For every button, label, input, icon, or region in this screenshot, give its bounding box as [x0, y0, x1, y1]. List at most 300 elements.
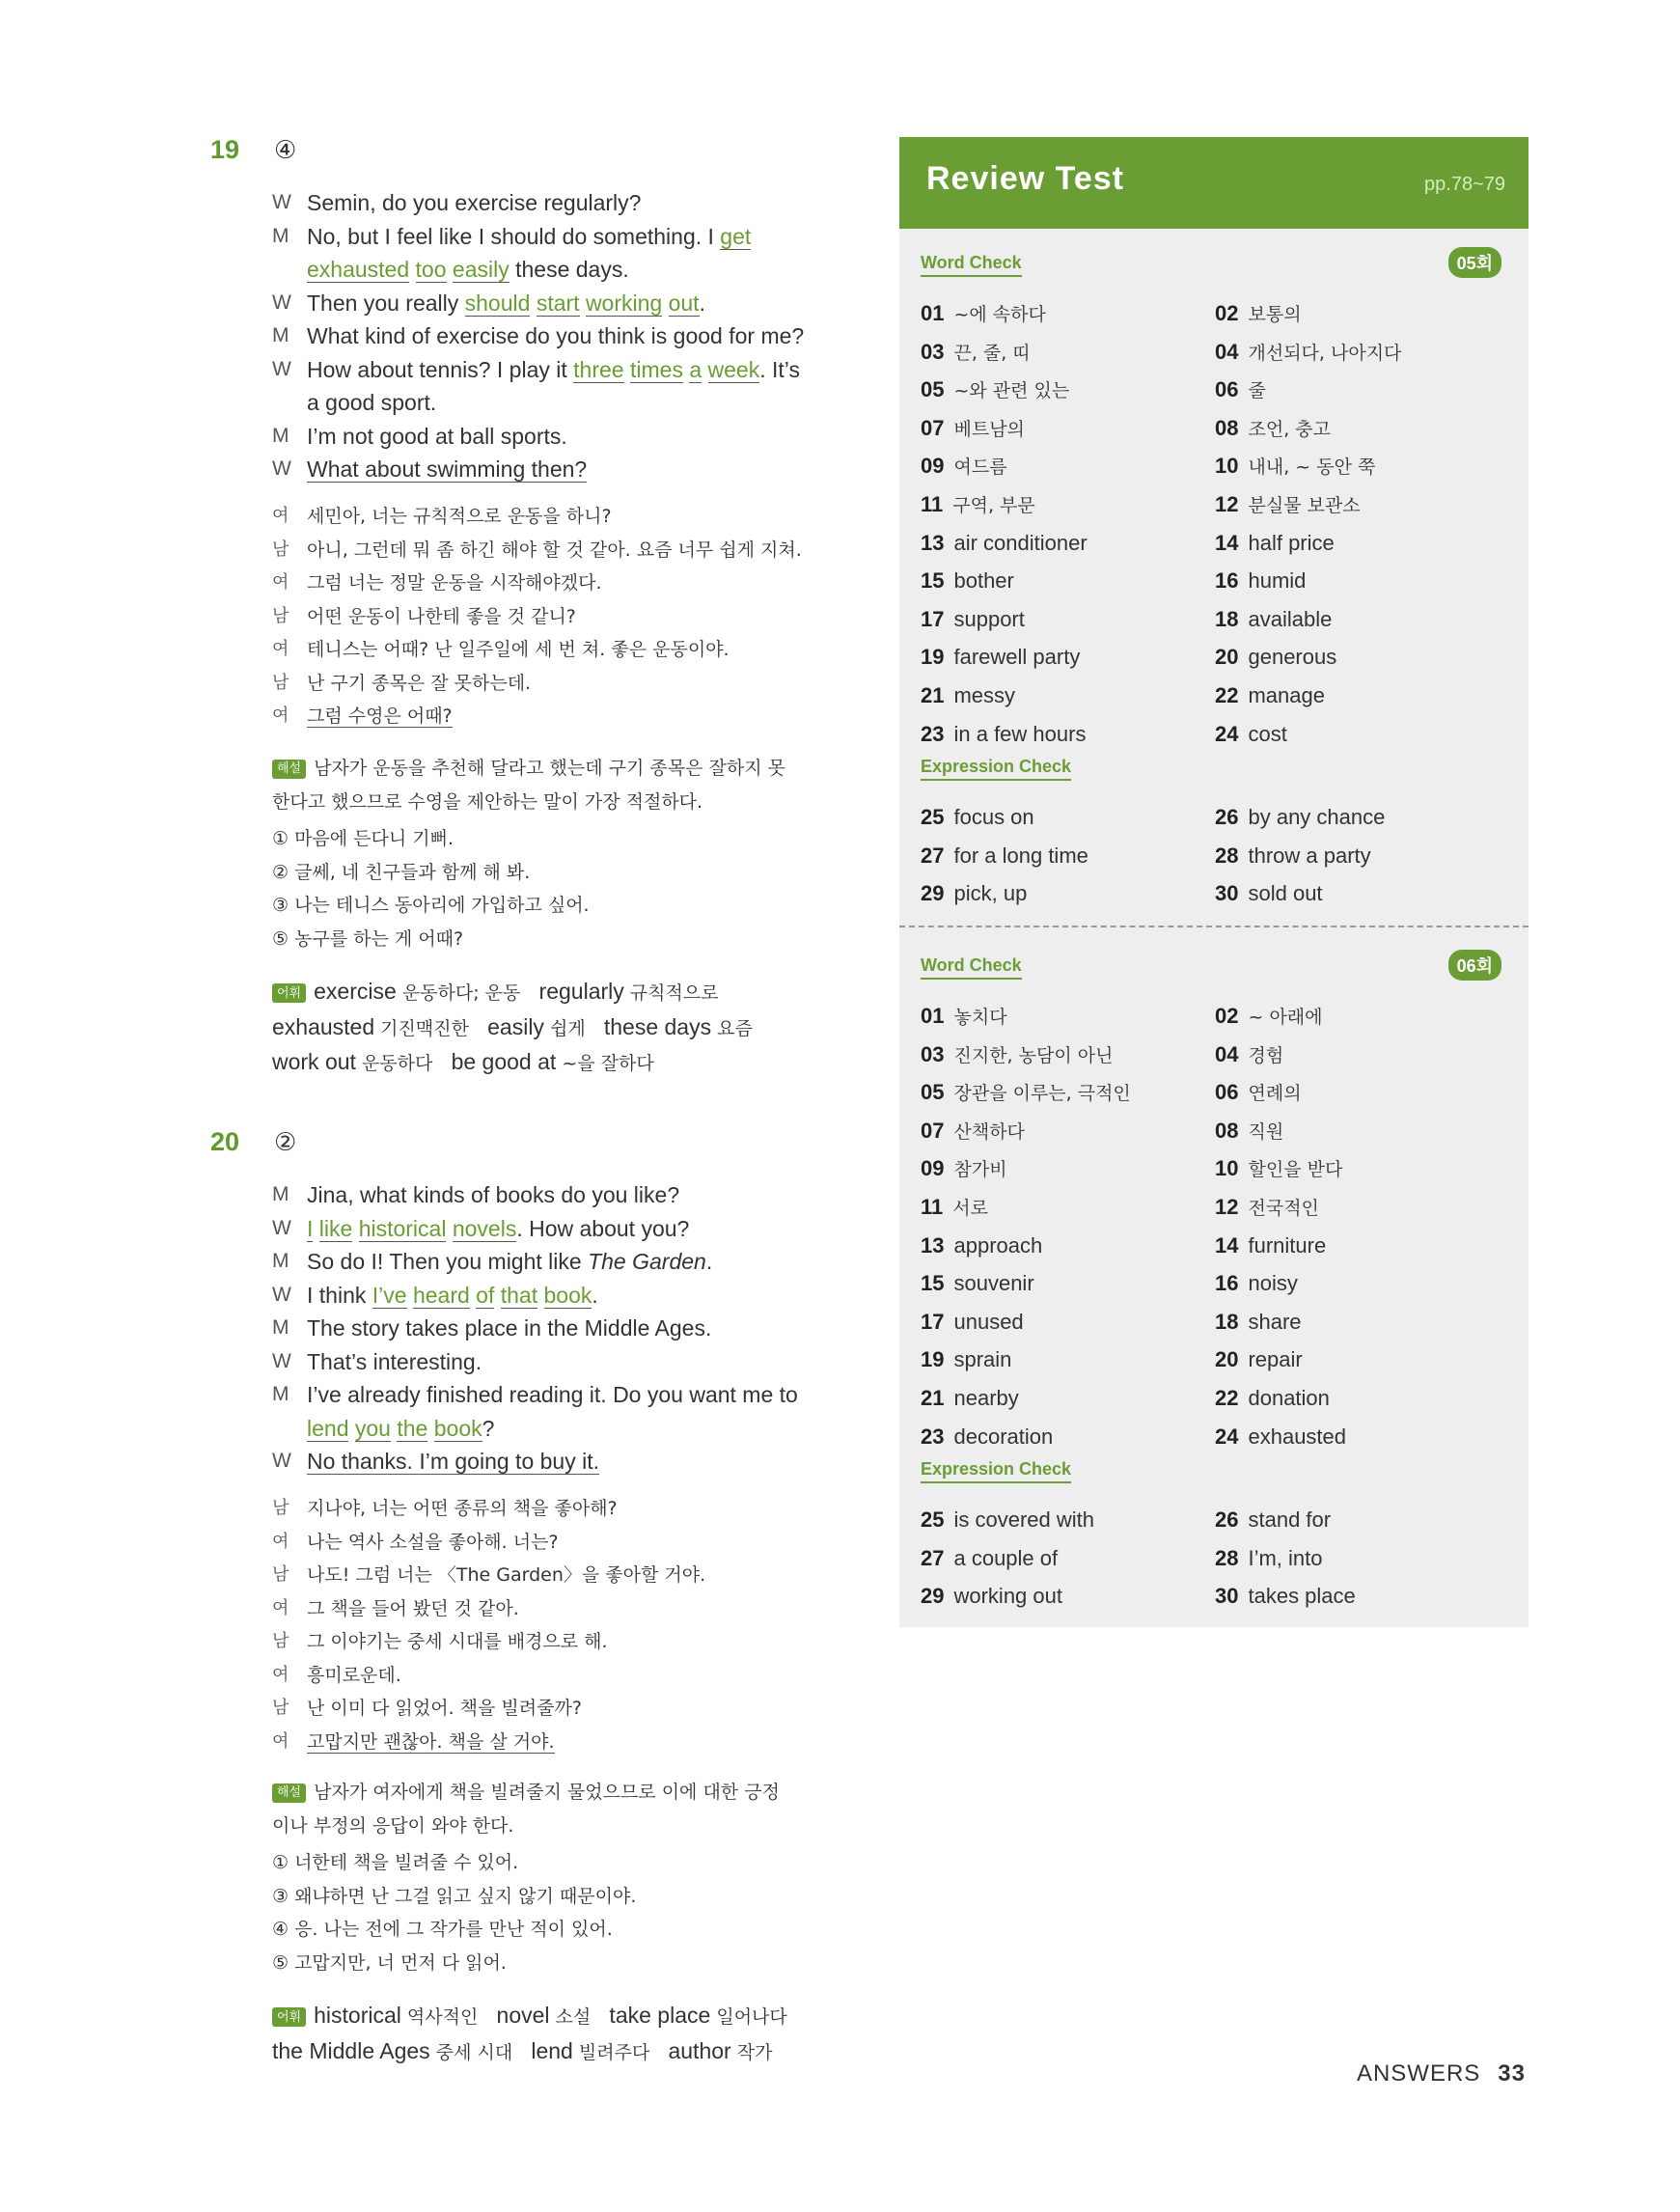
translation-line [272, 667, 861, 701]
answer-blank: week [707, 356, 760, 382]
option-line: ① 마음에 든다니 기뻐. [272, 828, 454, 849]
answer-item [1215, 1502, 1509, 1540]
text-span: 난 이미 다 읽었어. 책을 빌려줄까? [307, 1698, 582, 1719]
item-number: 23 [921, 1424, 945, 1449]
translation-text [307, 1625, 861, 1659]
item-answer: 서로 [952, 1197, 988, 1219]
text-span: 나는 역사 소설을 좋아해. 너는? [307, 1531, 559, 1553]
item-number: 20 [1215, 1347, 1239, 1372]
dialogue-line [272, 1345, 861, 1379]
item-answer: 조언, 충고 [1248, 418, 1331, 440]
translation-line [272, 1726, 861, 1759]
answer-item [921, 875, 1215, 914]
answer-sentence: No thanks. I’m going to buy it. [307, 1449, 599, 1474]
item-answer: focus on [953, 805, 1034, 829]
explain-line: 이나 부정의 응답이 와야 한다. [272, 1814, 514, 1837]
answer-item [1215, 875, 1509, 914]
answer-blank: historical [358, 1215, 447, 1241]
text-span [662, 290, 668, 316]
vocabulary [272, 975, 861, 1081]
text-span [427, 1416, 433, 1441]
answer-blank: three [573, 356, 624, 382]
option-line: ③ 나는 테니스 동아리에 가입하고 싶어. [272, 895, 590, 916]
item-answer: 구역, 부문 [952, 494, 1035, 516]
item-number: 28 [1215, 843, 1239, 868]
speaker-label: 여 [272, 1730, 289, 1752]
vocab-word: be good at [432, 1049, 557, 1074]
text-span: Then you really [307, 290, 465, 316]
translation-line [272, 1492, 861, 1526]
item-number: 03 [921, 1041, 945, 1066]
item-answer: half price [1248, 530, 1335, 555]
speaker-label: W [272, 357, 291, 380]
translation-text [307, 1692, 861, 1726]
text-span [580, 290, 586, 316]
word-check-grid [921, 998, 1509, 1456]
item-number: 29 [921, 881, 945, 906]
question-number: 20 [210, 1127, 240, 1156]
answer-blank: heard [412, 1282, 470, 1308]
speaker-label: M [272, 1316, 289, 1339]
item-answer: is covered with [953, 1507, 1094, 1532]
vocabulary [272, 1999, 861, 2069]
vocab-word: exercise [314, 979, 397, 1004]
item-answer: 끈, 줄, 띠 [953, 342, 1031, 364]
item-answer: humid [1248, 568, 1307, 594]
answer-item [1215, 1228, 1509, 1266]
item-number: 22 [1215, 682, 1239, 707]
dialogue-line [272, 386, 861, 420]
text-span: . [705, 1249, 713, 1274]
answer-item [921, 1189, 1215, 1228]
vocab-word: the Middle Ages [272, 2037, 430, 2063]
item-number: 18 [1215, 1309, 1239, 1334]
answer-item [1215, 1189, 1509, 1228]
item-number: 25 [921, 805, 945, 829]
item-answer: furniture [1248, 1232, 1327, 1258]
item-answer: for a long time [953, 843, 1088, 868]
answer-item [921, 1228, 1215, 1266]
dialogue-text [307, 319, 861, 353]
text-span: 난 구기 종목은 잘 못하는데. [307, 672, 532, 694]
item-number: 22 [1215, 1385, 1239, 1410]
translation-text [307, 700, 861, 733]
option-line: ⑤ 고맙지만, 너 먼저 다 읽어. [272, 1951, 507, 1974]
vocab-badge: 어휘 [272, 983, 306, 1003]
item-number: 11 [921, 1194, 944, 1219]
item-answer: bother [953, 568, 1014, 594]
answer-item [1215, 1341, 1509, 1380]
item-answer: support [953, 606, 1025, 631]
text-span: . How about you? [516, 1215, 690, 1241]
dialogue-line [272, 253, 861, 287]
item-number: 01 [921, 301, 945, 325]
answer-item [921, 1502, 1215, 1540]
text-span [446, 1216, 452, 1241]
item-number: 27 [921, 1545, 945, 1570]
translation-line [272, 700, 861, 733]
item-number: 19 [921, 645, 945, 670]
footer-label: ANSWERS [1356, 2060, 1481, 2087]
text-span: . It’s [759, 356, 800, 382]
item-answer: messy [953, 682, 1016, 707]
dialogue-text [307, 1212, 861, 1246]
speaker-label: W [272, 191, 291, 213]
page-number: 33 [1498, 2060, 1526, 2087]
item-answer: manage [1248, 682, 1325, 707]
dialogue-text [307, 186, 861, 220]
answer-item [1215, 677, 1509, 716]
options [272, 822, 861, 955]
item-answer: 진지한, 농담이 아닌 [953, 1044, 1114, 1066]
item-number: 06 [1215, 377, 1239, 402]
vocab-badge: 어휘 [272, 2007, 306, 2027]
text-span: No, but I feel like I should do something. I [307, 223, 721, 249]
dialogue-text [307, 1378, 861, 1412]
item-answer: by any chance [1248, 805, 1386, 829]
word-check-title: Word Check [921, 253, 1022, 277]
answer-item [1215, 1150, 1509, 1189]
speaker-label: 남 [272, 672, 289, 693]
speaker-label: 여 [272, 705, 289, 726]
answer-blank: of [476, 1282, 495, 1308]
option-line: ① 너한테 책을 빌려줄 수 있어. [272, 1852, 519, 1873]
item-answer: throw a party [1248, 843, 1371, 868]
item-answer: noisy [1248, 1271, 1298, 1296]
answer-item [921, 601, 1215, 640]
translation-text [307, 1659, 861, 1693]
answer-item [1215, 1380, 1509, 1419]
item-answer: donation [1248, 1385, 1330, 1410]
item-number: 13 [921, 1232, 945, 1258]
text-span: How about tennis? I play it [307, 356, 574, 382]
answer-blank: I’ve [372, 1282, 407, 1308]
item-number: 07 [921, 1118, 945, 1143]
text-span: 그 책을 들어 봤던 것 같아. [307, 1597, 519, 1619]
answer-blank: get [720, 223, 752, 249]
translation-line [272, 1692, 861, 1726]
vocab-line [272, 1999, 861, 2034]
text-span [702, 357, 707, 382]
vocab-word: novel [478, 2003, 550, 2028]
dialogue-line [272, 420, 861, 454]
book-title: The Garden [588, 1249, 706, 1274]
item-number: 25 [921, 1507, 945, 1532]
answer-item [921, 372, 1215, 410]
translation-text [307, 1592, 861, 1626]
vocab-meaning: 요즘 [711, 1017, 753, 1039]
translation-line [272, 633, 861, 667]
item-number: 09 [921, 1156, 945, 1181]
answer-item [1215, 1304, 1509, 1342]
dialogue-line [272, 1279, 861, 1313]
item-number: 10 [1215, 454, 1239, 479]
dialogue-line [272, 1245, 861, 1279]
review-test-panel [899, 137, 1529, 1627]
speaker-label: M [272, 1383, 289, 1405]
dialogue-line [272, 353, 861, 387]
explanation [272, 1776, 861, 1842]
item-number: 06 [1215, 1080, 1239, 1105]
speaker-label: M [272, 424, 289, 447]
item-answer: ~와 관련 있는 [953, 380, 1070, 402]
dialogue-line [272, 1412, 861, 1446]
dialogue-text [307, 287, 861, 320]
answer-item [1215, 639, 1509, 677]
item-number: 26 [1215, 805, 1239, 829]
text-span [313, 1216, 318, 1241]
text-span: I think [307, 1282, 372, 1308]
translation-line [272, 567, 861, 600]
vocab-line [272, 2034, 861, 2070]
option-line: ② 글쎄, 네 친구들과 함께 해 봐. [272, 861, 531, 883]
dialogue-text [307, 1279, 861, 1313]
translation-text [307, 633, 861, 667]
speaker-label: 남 [272, 1498, 289, 1518]
dialogue-text [307, 220, 861, 254]
answer-blank: easily [452, 257, 510, 282]
speaker-label: 여 [272, 1597, 289, 1618]
speaker-label: 여 [272, 1664, 289, 1685]
text-span: 지나야, 너는 어떤 종류의 책을 좋아해? [307, 1498, 618, 1519]
answer-blank: the [397, 1415, 428, 1441]
dialogue-line [272, 220, 861, 254]
dialogue-line [272, 319, 861, 353]
translation-text [307, 1726, 861, 1759]
dialogue-text [307, 253, 861, 287]
text-span: 그럼 수영은 어때? [307, 705, 453, 727]
text-span: I’ve already finished reading it. Do you want me to [307, 1382, 798, 1407]
answer-blank: like [318, 1215, 353, 1241]
speaker-label: 여 [272, 639, 289, 659]
answer-blank: you [354, 1415, 391, 1441]
answer-item [921, 295, 1215, 334]
vocab-meaning: 일어나다 [710, 2006, 787, 2028]
dialogue-text [307, 1178, 861, 1212]
item-number: 24 [1215, 1424, 1239, 1449]
translation [272, 500, 861, 733]
item-answer: ~에 속하다 [953, 304, 1046, 325]
item-number: 17 [921, 1309, 945, 1334]
item-number: 08 [1215, 415, 1239, 440]
answer-item [1215, 1265, 1509, 1304]
answer-item [921, 1113, 1215, 1151]
item-answer: sold out [1248, 881, 1323, 906]
item-answer: ~ 아래에 [1248, 1007, 1323, 1028]
answer-item [1215, 1037, 1509, 1075]
dialogue-line [272, 287, 861, 320]
answer-item [921, 486, 1215, 525]
text-span: What kind of exercise do you think is good for me? [307, 323, 805, 348]
answer-item [1215, 334, 1509, 373]
speaker-label: W [272, 457, 291, 480]
item-answer: repair [1248, 1347, 1303, 1372]
text-span: 어떤 운동이 나한테 좋을 것 같니? [307, 605, 576, 627]
dialogue-text [307, 1345, 861, 1379]
panel-header [899, 137, 1529, 229]
speaker-label: M [272, 1250, 289, 1272]
item-answer: 줄 [1248, 380, 1266, 402]
vocab-word: lend [512, 2037, 573, 2063]
translation-line [272, 1592, 861, 1626]
speaker-label: 남 [272, 1631, 289, 1651]
answer-item [1215, 1578, 1509, 1617]
text-span: a good sport. [307, 390, 437, 415]
answer-blank: I [307, 1215, 314, 1241]
answer-item [921, 1304, 1215, 1342]
item-number: 28 [1215, 1545, 1239, 1570]
word-check-title: Word Check [921, 955, 1022, 980]
item-answer: 보통의 [1248, 304, 1302, 325]
translation-text [307, 1526, 861, 1560]
translation-line [272, 1559, 861, 1592]
item-number: 23 [921, 721, 945, 746]
expression-check-title: Expression Check [921, 757, 1071, 781]
translation-line [272, 1659, 861, 1693]
answer-blank: a [689, 356, 702, 382]
item-number: 04 [1215, 339, 1239, 364]
speaker-label: W [272, 1216, 291, 1239]
item-number: 10 [1215, 1156, 1239, 1181]
item-answer: available [1248, 606, 1333, 631]
speaker-label: W [272, 1349, 291, 1372]
answer-item [1215, 716, 1509, 755]
option-line: ⑤ 농구를 하는 게 어때? [272, 927, 464, 950]
question-header [210, 135, 296, 165]
answer-item [921, 639, 1215, 677]
answer-item [1215, 838, 1509, 876]
text-span [348, 1416, 354, 1441]
item-number: 20 [1215, 645, 1239, 670]
answer-item [1215, 1540, 1509, 1579]
item-answer: 참가비 [953, 1159, 1007, 1181]
dialogue-line [272, 186, 861, 220]
answer-item [921, 1074, 1215, 1113]
answer-item [1215, 1113, 1509, 1151]
vocab-meaning: 작가 [730, 2041, 773, 2063]
dialogue-line [272, 1378, 861, 1412]
vocab-word: work out [272, 1049, 356, 1074]
item-answer: 직원 [1248, 1120, 1284, 1143]
item-answer: 장관을 이루는, 극적인 [953, 1083, 1131, 1105]
dialogue-line [272, 453, 861, 486]
translation-text [307, 534, 861, 567]
translation-text [307, 667, 861, 701]
text-span [407, 1283, 413, 1308]
item-number: 26 [1215, 1507, 1239, 1532]
dialogue-text [307, 420, 861, 454]
item-number: 12 [1215, 491, 1239, 516]
answer-item [921, 1540, 1215, 1579]
answer-item [921, 334, 1215, 373]
vocab-meaning: 소설 [549, 2006, 592, 2028]
answer-blank: exhausted [307, 257, 410, 282]
translation-line [272, 600, 861, 634]
answer-item [1215, 799, 1509, 838]
item-answer: 산책하다 [953, 1120, 1025, 1143]
item-answer: takes place [1248, 1584, 1356, 1609]
vocab-meaning: 운동하다 [355, 1053, 433, 1074]
text-span [352, 1216, 358, 1241]
text-span: 아니, 그런데 뭐 좀 하긴 해야 할 것 같아. 요즘 너무 쉽게 지쳐. [307, 539, 802, 561]
translation-line [272, 500, 861, 534]
dialogue-text [307, 1445, 861, 1479]
item-answer: I’m, into [1248, 1545, 1323, 1570]
expression-check-title: Expression Check [921, 1459, 1071, 1483]
speaker-label: M [272, 324, 289, 346]
translation [272, 1492, 861, 1758]
explain-line: 남자가 운동을 추천해 달라고 했는데 구기 종목은 잘하지 못 [314, 758, 785, 779]
item-number: 16 [1215, 568, 1239, 594]
text-span: I’m not good at ball sports. [307, 423, 567, 449]
item-answer: 할인을 받다 [1248, 1159, 1343, 1181]
answer-item [921, 677, 1215, 716]
question-number: 19 [210, 135, 240, 164]
page-reference: pp.78~79 [1424, 174, 1505, 195]
vocab-meaning: 빌려주다 [572, 2041, 650, 2063]
dialogue [272, 1178, 861, 1479]
answer-blank: novels [452, 1215, 517, 1241]
item-number: 07 [921, 415, 945, 440]
speaker-label: M [272, 1183, 289, 1205]
answer-item [921, 716, 1215, 755]
translation-text [307, 500, 861, 534]
item-answer: farewell party [953, 645, 1081, 670]
translation-text [307, 600, 861, 634]
answer-item [921, 799, 1215, 838]
text-span: 흥미로운데. [307, 1664, 401, 1686]
answer-item [921, 998, 1215, 1037]
expression-check-grid [921, 1502, 1509, 1617]
word-check-grid [921, 295, 1509, 754]
item-answer: 경험 [1248, 1044, 1284, 1066]
item-number: 15 [921, 568, 945, 594]
dialogue [272, 186, 861, 486]
answer-item [921, 838, 1215, 876]
vocab-word: historical [314, 2003, 401, 2028]
answer-mark: ② [274, 1127, 297, 1157]
text-span: 그럼 너는 정말 운동을 시작해야겠다. [307, 572, 602, 594]
item-answer: stand for [1248, 1507, 1332, 1532]
item-number: 01 [921, 1004, 945, 1028]
answer-blank: that [500, 1282, 538, 1308]
translation-text [307, 1559, 861, 1592]
item-number: 02 [1215, 1004, 1239, 1028]
item-number: 21 [921, 682, 945, 707]
vocab-meaning: 운동하다; 운동 [396, 982, 521, 1004]
options [272, 1846, 861, 1979]
answer-item [1215, 563, 1509, 601]
question-header [210, 1127, 296, 1157]
item-number: 05 [921, 377, 945, 402]
item-answer: 여드름 [953, 456, 1007, 479]
item-answer: souvenir [953, 1271, 1034, 1296]
dialogue-line [272, 1178, 861, 1212]
text-span [530, 290, 536, 316]
answer-item [1215, 998, 1509, 1037]
item-answer: unused [953, 1309, 1024, 1334]
speaker-label: 남 [272, 1698, 289, 1718]
vocab-word: regularly [520, 979, 624, 1004]
answer-item [1215, 295, 1509, 334]
item-number: 03 [921, 339, 945, 364]
explanation [272, 752, 861, 818]
item-answer: exhausted [1248, 1424, 1347, 1449]
explain-line: 한다고 했으므로 수영을 제안하는 말이 가장 적절하다. [272, 790, 703, 813]
vocab-meaning: 역사적인 [400, 2006, 479, 2028]
translation-line [272, 1526, 861, 1560]
dialogue-line [272, 1212, 861, 1246]
